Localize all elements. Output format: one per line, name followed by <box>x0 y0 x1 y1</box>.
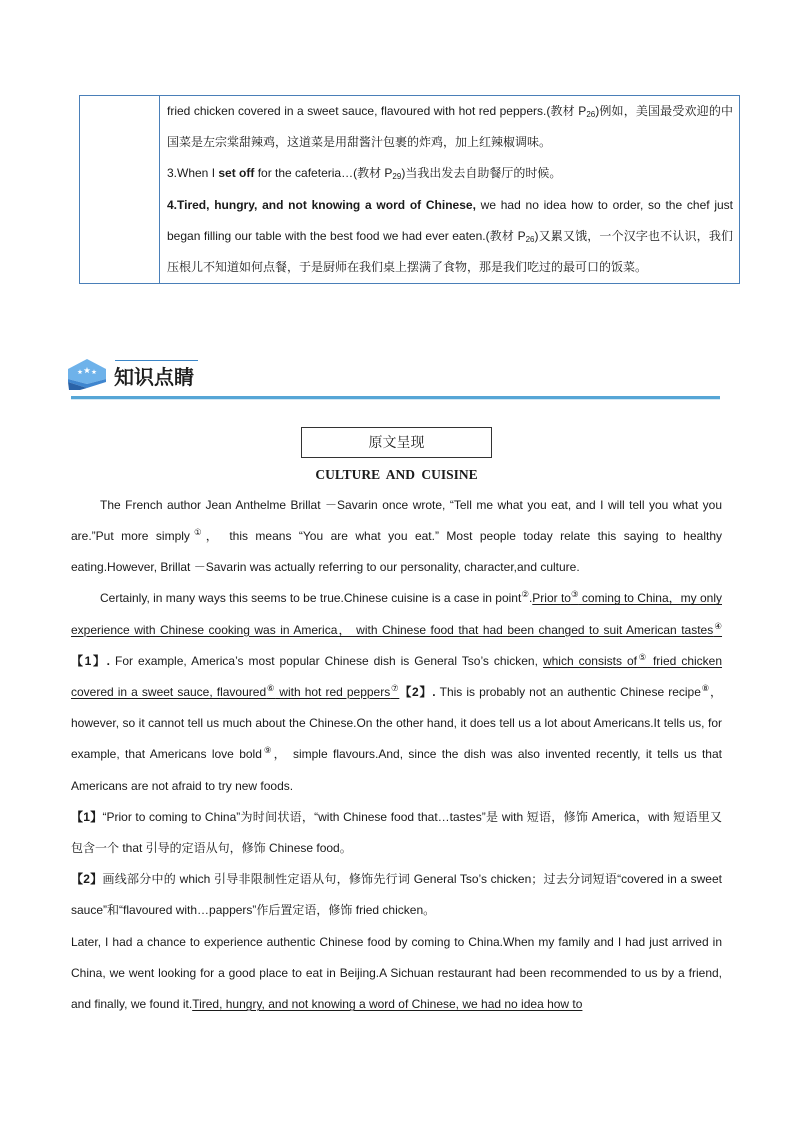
paragraph <box>71 927 722 1021</box>
note-item <box>167 190 733 284</box>
text-run: Tired, hungry, and not knowing a word of Chinese, we had no idea how to <box>192 996 583 1011</box>
text-run: ， however, so it cannot tell us much about the Chinese.On the other hand, it does tell us a lot about Americans.It tells us, for example, that Americans love bold <box>71 684 723 762</box>
text-run: ， this means “You are what you eat.” Most people today relate this saying to healthy eating.However, Brillat －Savarin was actually referring to our personality, character,and culture. <box>71 528 722 575</box>
section-title: 知识点睛 <box>114 367 194 389</box>
source-text-label: 原文呈现 <box>301 427 492 458</box>
text-run: “Prior to coming to China”为时间状语，“with Chinese food that…tastes”是 with 短语，修饰 America，with 短语里又包含一个 that 引导的定语从句，修饰 Chinese food。 <box>71 809 722 855</box>
reference-marker: ⑨ <box>261 745 274 756</box>
reference-marker: ⑦ <box>390 682 400 693</box>
badge-icon <box>66 357 108 391</box>
text-run: 3.When I <box>167 166 219 181</box>
text-run: 【1】. <box>71 653 111 668</box>
table-empty-cell <box>80 96 160 283</box>
annotation-note <box>71 802 722 864</box>
text-run: Prior to <box>532 591 571 606</box>
reference-marker: ⑥ <box>266 682 276 693</box>
article-title: CULTURE AND CUISINE <box>315 466 478 482</box>
text-run: The French author Jean Anthelme Brillat －Savarin once wrote, “Tell me what you eat, and I will tell you what you are.”Put more simply <box>71 497 722 543</box>
text-run: . <box>528 591 533 606</box>
reference-marker: ⑧ <box>700 682 710 693</box>
section-divider-shadow <box>71 399 720 400</box>
table-content-cell <box>160 96 739 283</box>
text-run: )例如，美国最受欢迎的中国菜是左宗棠甜辣鸡，这道菜是用甜酱汁包裹的炸鸡，加上红辣椒调味。 <box>167 104 733 150</box>
reference-marker: ④ <box>713 620 723 631</box>
text-run: with hot red peppers <box>275 684 391 699</box>
paragraph <box>71 583 722 801</box>
text-run: 4.Tired, hungry, and not knowing a word of Chinese, <box>167 197 476 212</box>
text-run: ， simple flavours.And, since the dish was also invented recently, it tells us that Americans are not afraid to try new foods. <box>71 747 722 793</box>
reference-marker: ③ <box>570 589 579 600</box>
notes-table <box>79 95 740 284</box>
paragraph <box>71 490 722 584</box>
text-run: 【2】. <box>399 684 436 699</box>
page-subscript: 29 <box>392 172 402 182</box>
underlined-phrase <box>192 997 582 1011</box>
text-run: for the cafeteria…(教材 P <box>254 166 393 181</box>
text-run: Certainly, in many ways this seems to be true.Chinese cuisine is a case in point <box>100 591 522 606</box>
text-run: )当我出发去自助餐厅的时候。 <box>401 166 562 181</box>
heading-accent-line <box>115 360 198 361</box>
text-run: coming to China，my only experience with Chinese cooking was in America， with Chinese food that had been changed to suit American tastes <box>71 591 722 637</box>
text-run: For example, America’s most popular Chinese dish is General Tso’s chicken, <box>110 653 543 668</box>
text-run: fried chicken covered in a sweet sauce, flavoured <box>71 653 723 699</box>
annotation-note <box>71 864 722 926</box>
text-run: set off <box>218 166 255 181</box>
text-run: 画线部分中的 which 引导非限制性定语从句，修饰先行词 General Tso’s chicken；过去分词短语“covered in a sweet sauce”和“flavoured with…pappers”作后置定语，修饰 fried chicken。 <box>71 872 722 918</box>
reference-marker: ⑤ <box>637 651 648 662</box>
note-item <box>167 158 733 189</box>
note-item <box>167 96 733 158</box>
reference-marker: ② <box>521 589 529 600</box>
text-run: Later, I had a chance to experience authentic Chinese food by coming to China.When my family and I had just arrived in China, we went looking for a good place to eat in Beijing.A Sichuan restaurant had been recommended to us by a friend, and finally, we found it. <box>71 934 722 1011</box>
text-run: 【1】 <box>71 809 103 824</box>
text-run: fried chicken covered in a sweet sauce, flavoured with hot red peppers.(教材 P <box>167 104 587 118</box>
text-run: This is probably not an authentic Chinese recipe <box>435 684 701 699</box>
page-subscript: 26 <box>586 110 596 119</box>
text-run: 【2】 <box>71 872 103 887</box>
text-run: we had no idea how to order, so the chef just began filling our table with the best food we had ever eaten.(教材 P <box>167 197 733 243</box>
text-run: )又累又饿，一个汉字也不认识，我们压根儿不知道如何点餐，于是厨师在我们桌上摆满了食物，那是我们吃过的最可口的饭菜。 <box>167 228 733 275</box>
article <box>71 459 722 1021</box>
page-subscript: 26 <box>525 234 535 244</box>
text-run: which consists of <box>542 653 637 668</box>
reference-marker: ① <box>189 526 206 537</box>
